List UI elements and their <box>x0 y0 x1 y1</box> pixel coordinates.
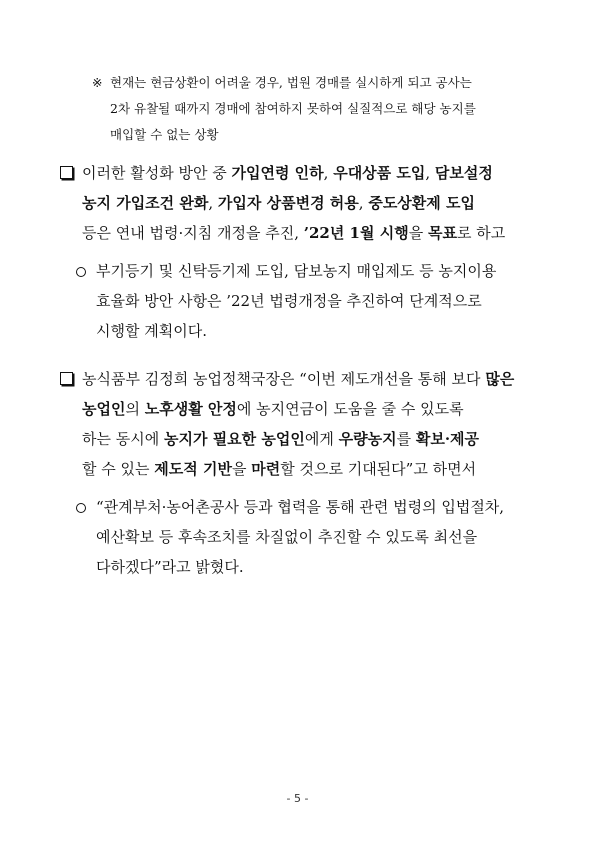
page-number: - 5 - <box>286 792 309 805</box>
section-2-sub-line: 예산확보 등 후속조치를 차질없이 추진할 수 있도록 최선을 <box>96 528 478 546</box>
text: 할 수 있는 <box>82 460 155 478</box>
emphasis: ’22년 1월 시행 <box>303 224 409 242</box>
text: 로 하고 <box>456 224 506 242</box>
text: 이러한 활성화 방안 중 <box>82 164 232 182</box>
note-line: 현재는 현금상환이 어려울 경우, 법원 경매를 실시하게 되고 공사는 <box>110 75 472 90</box>
text: 를 <box>396 430 416 448</box>
emphasis: 가입연령 인하 <box>231 164 324 182</box>
emphasis: 담보설정 <box>434 164 493 182</box>
section-2-line-3 <box>82 424 479 454</box>
emphasis: 우대상품 도입 <box>333 164 426 182</box>
text: , <box>323 164 334 182</box>
emphasis: 노후생활 안정 <box>144 400 237 418</box>
emphasis: 확보·제공 <box>415 430 480 448</box>
text: , <box>358 194 369 212</box>
section-1-sub-line: 부기등기 및 신탁등기제 도입, 담보농지 매입제도 등 농지이용 <box>96 262 497 280</box>
emphasis: 중도상환제 도입 <box>368 194 475 212</box>
emphasis: 농지가 필요한 농업인 <box>164 430 305 448</box>
section-2-line-2 <box>82 394 464 424</box>
emphasis: 제도적 기반 <box>154 460 232 478</box>
section-1-sub-line: 시행할 계획이다. <box>96 322 207 340</box>
text: 에 농지연금이 도움을 줄 수 있도록 <box>236 400 464 418</box>
text: 하는 동시에 <box>82 430 164 448</box>
circle-bullet-icon <box>76 503 86 513</box>
text: 을 <box>408 224 428 242</box>
text: 을 <box>231 460 252 478</box>
emphasis: 농업인 <box>82 400 126 418</box>
section-2-sub-line: 다하겠다”라고 밝혔다. <box>96 558 244 576</box>
emphasis: 우량농지 <box>338 430 397 448</box>
note-line: 매입할 수 없는 상황 <box>110 127 219 142</box>
text: 의 <box>125 400 145 418</box>
emphasis: 많은 <box>485 370 515 388</box>
square-bullet-icon <box>60 166 73 179</box>
text: 등은 연내 법령·지침 개정을 추진, <box>82 224 304 242</box>
section-1-line-3 <box>82 218 505 248</box>
emphasis: 마련 <box>251 460 281 478</box>
section-2-sub-line: “관계부처·농어촌공사 등과 협력을 통해 관련 법령의 입법절차, <box>96 498 505 516</box>
section-1 <box>60 158 550 358</box>
section-2 <box>60 364 550 584</box>
emphasis: 목표 <box>427 224 457 242</box>
text: , <box>208 194 218 212</box>
section-1-line-2 <box>82 188 475 218</box>
square-bullet-icon <box>60 372 73 385</box>
section-2-line-1 <box>82 364 514 394</box>
emphasis: 농지 가입조건 완화 <box>82 194 209 212</box>
emphasis: 가입자 상품변경 허용 <box>217 194 359 212</box>
text: 농식품부 김정희 농업정책국장은 “이번 제도개선을 통해 보다 <box>82 370 486 388</box>
circle-bullet-icon <box>76 267 86 277</box>
section-1-line-1 <box>82 158 493 188</box>
text: , <box>425 164 435 182</box>
text: 할 것으로 기대된다”고 하면서 <box>280 460 477 478</box>
note-line: 2차 유찰될 때까지 경매에 참여하지 못하여 실질적으로 해당 농지를 <box>110 101 476 116</box>
section-1-sub-line: 효율화 방안 사항은 ’22년 법령개정을 추진하여 단계적으로 <box>96 292 482 310</box>
note-mark: ※ <box>92 75 103 90</box>
section-2-line-4 <box>82 454 476 484</box>
text: 에게 <box>304 430 339 448</box>
